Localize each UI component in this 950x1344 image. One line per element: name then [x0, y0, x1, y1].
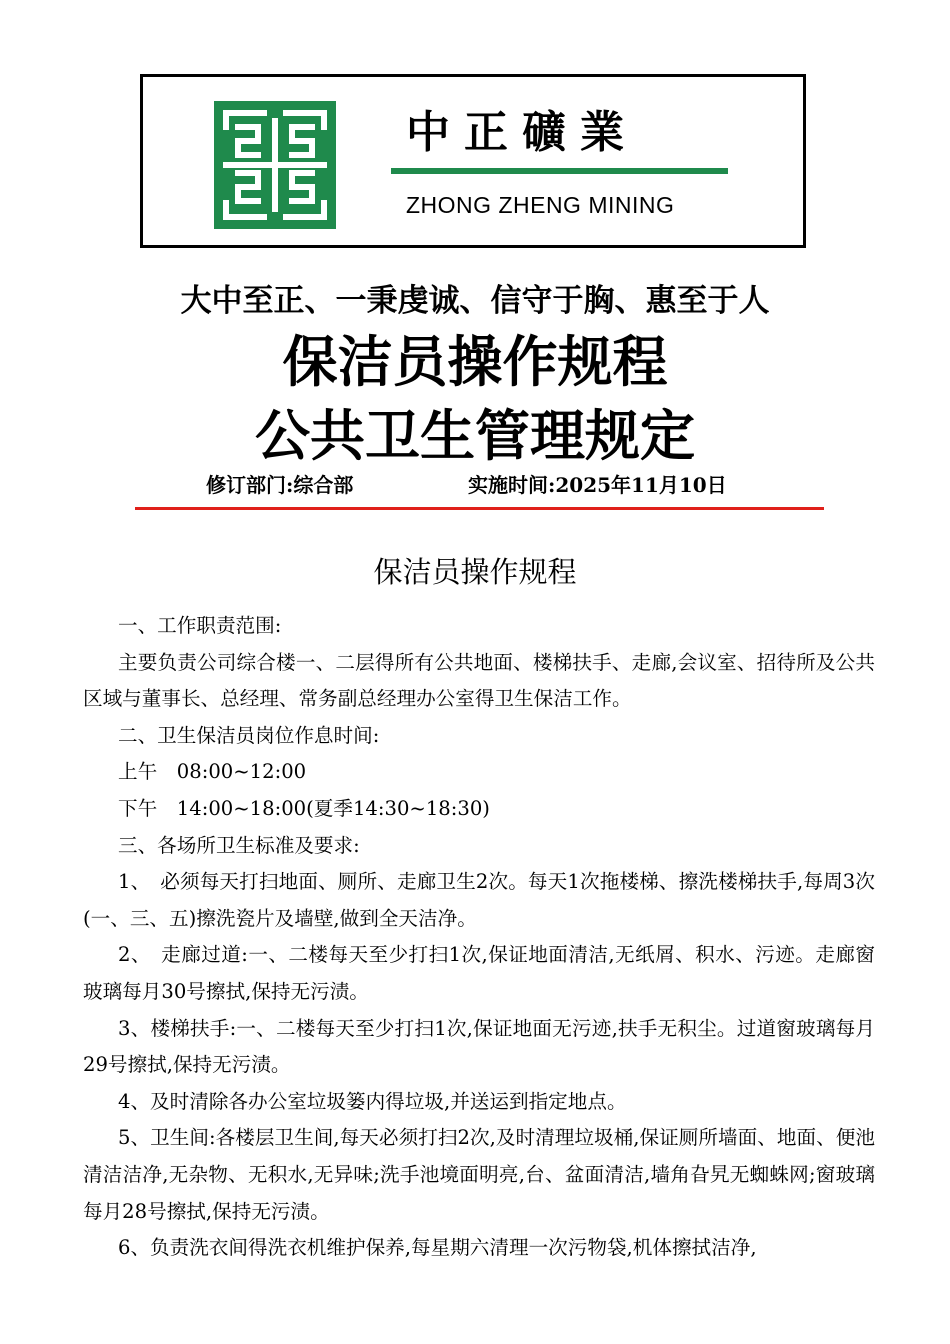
paragraph: 下午 14:00~18:00(夏季14:30~18:30)	[118, 796, 490, 820]
section-title: 保洁员操作规程	[373, 555, 577, 589]
paragraph: 三、各场所卫生标准及要求:	[118, 833, 360, 857]
logo-underline	[391, 168, 728, 174]
revision-department: 修订部门:综合部	[206, 473, 354, 497]
paragraph: 2、 走廊过道:一、二楼每天至少打扫1次,保证地面清洁,无纸屑、积水、污迹。走廊窗玻璃每月30号擦拭,保持无污渍。	[83, 943, 875, 1003]
paragraph: 3、楼梯扶手:一、二楼每天至少打扫1次,保证地面无污迹,扶手无积尘。过道窗玻璃每月29号擦拭,保持无污渍。	[83, 1016, 875, 1077]
paragraph: 6、负责洗衣间得洗衣机维护保养,每星期六清理一次污物袋,机体擦拭洁净,	[118, 1236, 757, 1260]
document-body	[83, 608, 875, 1267]
logo-english-name: ZHONG ZHENG MINING	[406, 192, 675, 218]
paragraph: 主要负责公司综合楼一、二层得所有公共地面、楼梯扶手、走廊,会议室、招待所及公共区域与董事长、总经理、常务副总经理办公室得卫生保洁工作。	[83, 650, 875, 711]
logo-emblem	[214, 101, 336, 229]
company-logo	[140, 74, 806, 248]
paragraph: 一、工作职责范围:	[118, 614, 282, 637]
paragraph: 二、卫生保洁员岗位作息时间:	[118, 723, 380, 747]
document-title: 保洁员操作规程	[282, 330, 668, 394]
paragraph: 上午 08:00~12:00	[118, 760, 307, 784]
logo-chinese-name: 中正礦業	[406, 107, 638, 158]
paragraph: 4、及时清除各办公室垃圾篓内得垃圾,并送运到指定地点。	[118, 1089, 627, 1113]
company-motto: 大中至正、一秉虔诚、信守于胸、惠至于人	[180, 283, 770, 319]
paragraph: 5、卫生间:各楼层卫生间,每天必须打扫2次,及时清理垃圾桶,保证厕所墙面、地面、便池清洁洁净,无杂物、无积水,无异味;洗手池境面明亮,台、盆面清洁,墙角旮旯无蜘蛛网;窗玻璃每月28号擦拭,保持无污渍。	[83, 1126, 875, 1223]
paragraph: 1、 必须每天打扫地面、厕所、走廊卫生2次。每天1次拖楼梯、擦洗楼梯扶手,每周3次(一、三、五)擦洗瓷片及墙壁,做到全天洁净。	[83, 870, 875, 930]
document-subtitle: 公共卫生管理规定	[254, 404, 695, 468]
header-divider	[135, 507, 824, 510]
effective-date: 实施时间:2025年11月10日	[468, 473, 727, 497]
